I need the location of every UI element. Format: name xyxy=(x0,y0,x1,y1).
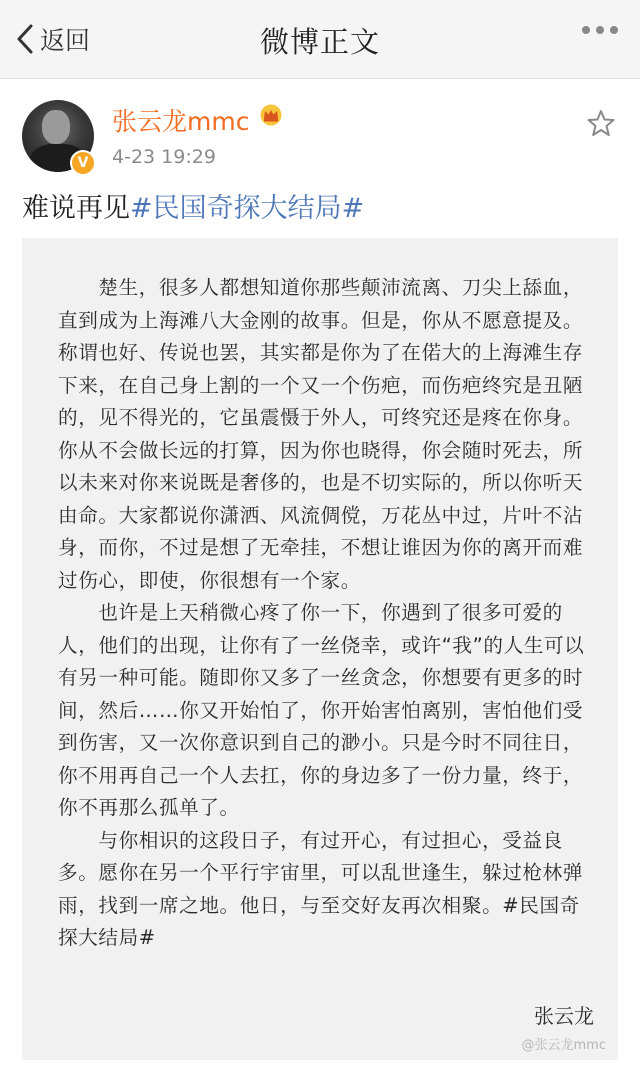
top-bar xyxy=(0,0,640,79)
post-text-body: 难说再见 xyxy=(22,193,130,224)
more-button[interactable] xyxy=(582,26,618,34)
crown-icon xyxy=(258,104,284,130)
image-watermark: @张云龙mmc xyxy=(521,1038,606,1053)
avatar-face xyxy=(42,110,70,144)
page-title: 微博正文 xyxy=(259,25,380,59)
verified-badge-icon: V xyxy=(70,150,96,176)
more-dots-icon xyxy=(596,26,604,34)
post-timestamp: 4-23 19:29 xyxy=(112,146,216,168)
favorite-star-icon[interactable] xyxy=(586,108,616,142)
letter-signature: 张云龙 xyxy=(534,1004,594,1028)
back-label: 返回 xyxy=(40,26,91,55)
letter-paragraph: 楚生，很多人都想知道你那些颠沛流离、刀尖上舔血，直到成为上海滩八大金刚的故事。但是，你从不愿意提及。称谓也好、传说也罢，其实都是你为了在偌大的上海滩生存下来，在自己身上割的一个又一个伤疤，而伤疤终究是丑陋的，见不得光的，它虽震慑于外人，可终究还是疼在你身。你从不会做长远的打算，因为你也晓得，你会随时死去，所以未来对你来说既是奢侈的，也是不切实际的，所以你听天由命。大家都说你潇洒、风流倜傥，万花丛中过，片叶不沾身，而你，不过是想了无牵挂，不想让谁因为你的离开而难过伤心，即使，你很想有一个家。 xyxy=(58,276,584,592)
letter-paragraph: 与你相识的这段日子，有过开心，有过担心，受益良多。愿你在另一个平行宇宙里，可以乱世逢生，躲过枪林弹雨，找到一席之地。他日，与至交好友再次相聚。#民国奇探大结局# xyxy=(58,828,584,949)
username[interactable]: 张云龙mmc xyxy=(112,107,250,136)
hashtag-link[interactable]: #民国奇探大结局# xyxy=(130,193,365,224)
letter-paragraph: 也许是上天稍微心疼了你一下，你遇到了很多可爱的人，他们的出现，让你有了一丝侥幸，或许“我”的人生可以有另一种可能。随即你又多了一丝贪念，你想要有更多的时间，然后……你又开始怕了，你开始害怕离别，害怕他们受到伤害，又一次你意识到自己的渺小。只是今时不同往日，你不用再自己一个人去扛，你的身边多了一份力量，终于，你不再那么孤单了。 xyxy=(58,601,585,819)
more-dots-icon xyxy=(582,26,590,34)
post-text xyxy=(22,186,364,225)
post-header xyxy=(0,78,640,188)
letter-text xyxy=(58,272,588,955)
more-dots-icon xyxy=(610,26,618,34)
